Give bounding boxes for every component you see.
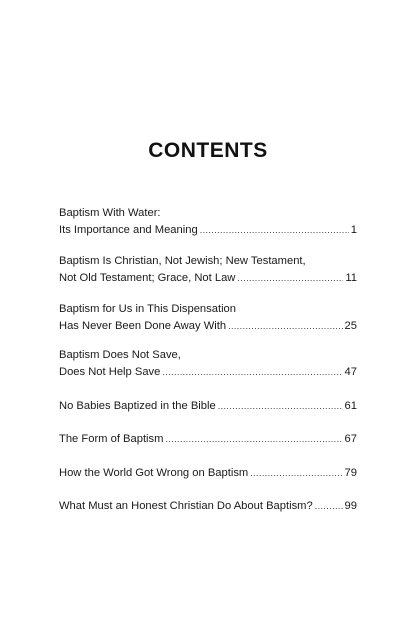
toc-entry-title-line: How the World Got Wrong on Baptism [59, 467, 249, 479]
toc-entry-title-line: Baptism With Water: [59, 207, 161, 219]
dot-leader [250, 465, 342, 482]
toc-entry-title-line: Baptism for Us in This Dispensation [59, 303, 237, 315]
toc-entry-leader-line [59, 364, 357, 381]
dot-leader [162, 364, 342, 381]
toc-entry-title-line: Baptism Is Christian, Not Jewish; New Testament, [59, 255, 306, 267]
toc-entry-leader-line [59, 222, 357, 239]
toc-entry [59, 347, 357, 381]
toc-entry-leader-line [59, 465, 357, 482]
toc-entry-title-line: Its Importance and Meaning [59, 224, 198, 236]
toc-entry-title-line: What Must an Honest Christian Do About Baptism? [59, 500, 313, 512]
toc-entry [59, 253, 357, 287]
toc-page-number: 67 [344, 433, 357, 445]
toc-entry-leader-line [59, 270, 357, 287]
page-title: CONTENTS [148, 139, 268, 162]
toc-page-number: 1 [350, 224, 357, 236]
dot-leader [315, 498, 343, 515]
dot-leader [237, 270, 343, 287]
toc-page-number: 47 [344, 366, 357, 378]
dot-leader [228, 318, 342, 335]
toc-entry-leader-line [59, 398, 357, 415]
toc-entry-leader-line [59, 498, 357, 515]
toc-entry [59, 398, 357, 415]
toc-entry [59, 431, 357, 448]
toc-entry-leader-line [59, 431, 357, 448]
toc-entry-title-line: Has Never Been Done Away With [59, 320, 227, 332]
toc-entry-title-line: Does Not Help Save [59, 366, 161, 378]
toc-entry-title-line: No Babies Baptized in the Bible [59, 400, 216, 412]
toc-page-number: 79 [344, 467, 357, 479]
toc-page-number: 25 [344, 320, 357, 332]
toc-page-number: 61 [344, 400, 357, 412]
toc-entry [59, 301, 357, 335]
toc-entry-title-line: Not Old Testament; Grace, Not Law [59, 272, 236, 284]
toc-entry-title-line: The Form of Baptism [59, 433, 164, 445]
toc-page-number: 99 [344, 500, 357, 512]
dot-leader [200, 222, 349, 239]
toc-entry [59, 498, 357, 515]
toc-page-number: 11 [345, 272, 357, 284]
toc-entry [59, 465, 357, 482]
toc-entry-title-line: Baptism Does Not Save, [59, 349, 181, 361]
toc-entry [59, 205, 357, 239]
dot-leader [165, 431, 342, 448]
dot-leader [218, 398, 343, 415]
toc-entry-leader-line [59, 318, 357, 335]
